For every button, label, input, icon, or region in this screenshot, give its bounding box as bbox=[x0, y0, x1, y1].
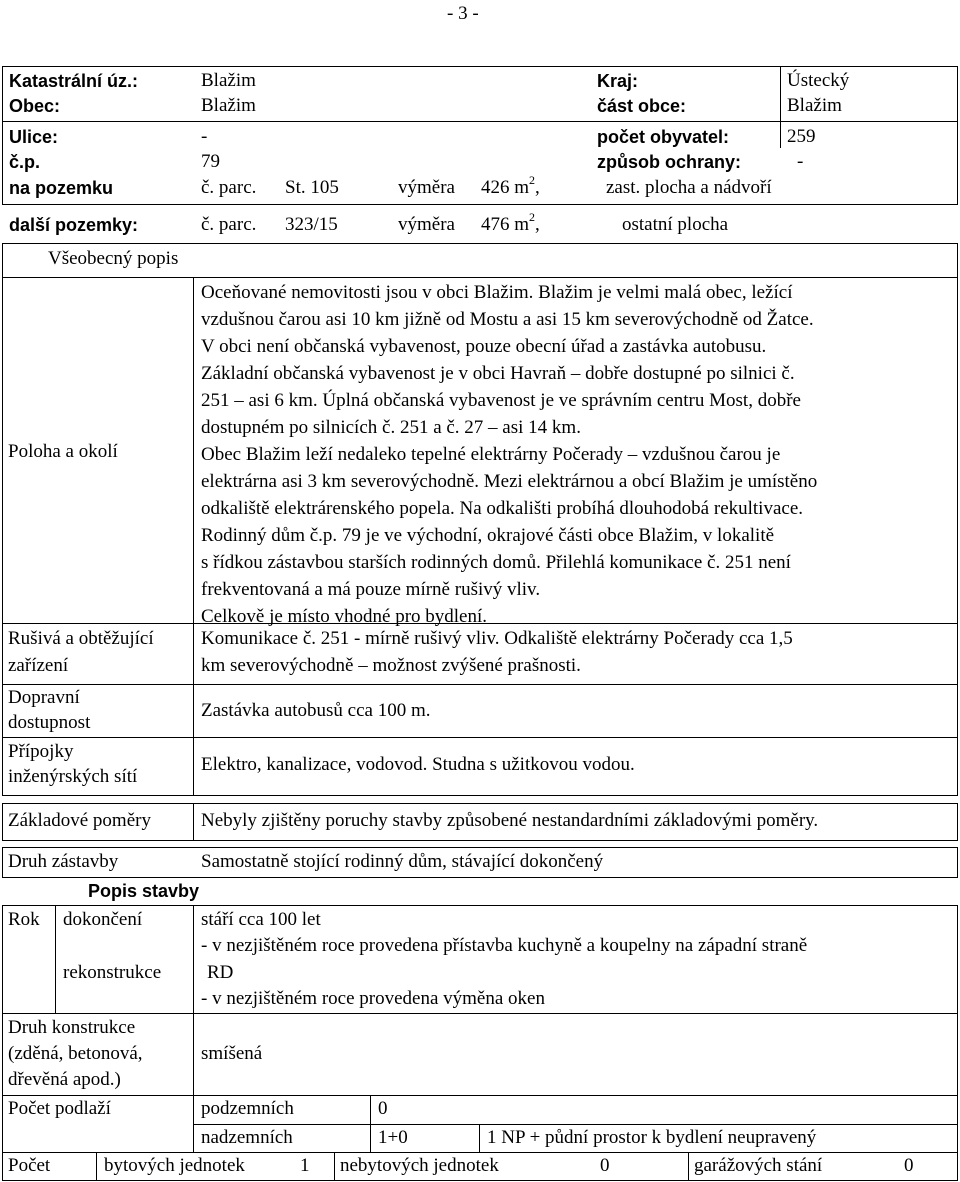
header-mid-border bbox=[2, 121, 958, 122]
konstrukce-label-3: dřevěná apod.) bbox=[8, 1069, 121, 1090]
zakladove-label: Základové poměry bbox=[8, 810, 151, 831]
druh-zastavby-top-border bbox=[2, 847, 958, 848]
rok-label: Rok bbox=[8, 909, 40, 930]
cast-obce-value: Blažim bbox=[787, 95, 842, 116]
poloha-line: V obci není občanská vybavenost, pouze obecní úřad a zastávka autobusu. bbox=[201, 336, 767, 357]
vymera-1-label: výměra bbox=[398, 177, 455, 198]
obec-label: Obec: bbox=[9, 96, 61, 116]
vseobecny-col-divider bbox=[193, 277, 194, 795]
rok-col-divider bbox=[55, 905, 56, 1013]
na-pozemku-label: na pozemku bbox=[9, 178, 114, 198]
dopravni-label-2: dostupnost bbox=[8, 712, 91, 733]
vseobecny-right-border bbox=[957, 243, 958, 795]
poloha-text bbox=[201, 282, 951, 633]
zakladove-col-divider bbox=[193, 803, 194, 840]
pocet-label: Počet bbox=[8, 1155, 51, 1176]
poloha-line: odkaliště elektrárenského popela. Na odkališti probíhá dlouhodobá rekultivace. bbox=[201, 498, 804, 519]
pripojky-label-1: Přípojky bbox=[8, 741, 74, 762]
podlazi-col-divider-1 bbox=[370, 1095, 371, 1152]
vymera-1-value: 426 $m^2$, bbox=[481, 173, 540, 198]
druh-pozemku-1: zast. plocha a nádvoří bbox=[606, 177, 772, 198]
dopravni-bottom-border bbox=[2, 737, 958, 738]
podzemnich-value: 0 bbox=[378, 1098, 388, 1119]
dokonceni-label: dokončení bbox=[63, 909, 143, 930]
rusiva-line-2: km severovýchodně – možnost zvýšené prašnosti. bbox=[201, 655, 581, 676]
vseobecny-left-border bbox=[2, 243, 3, 795]
header-bottom-border bbox=[2, 204, 958, 205]
zakladove-left-border bbox=[2, 803, 3, 840]
poloha-line: dostupném po silnicích č. 251 a č. 27 – asi 14 km. bbox=[201, 417, 581, 438]
zakladove-value: Nebyly zjištěny poruchy stavby způsobené nestandardními základovými poměry. bbox=[201, 810, 819, 831]
nebytovych-value: 0 bbox=[600, 1155, 610, 1176]
dokonceni-value: stáří cca 100 let bbox=[201, 909, 321, 930]
ulice-label: Ulice: bbox=[9, 127, 59, 147]
obec-value: Blažim bbox=[201, 95, 256, 116]
kraj-value: Ústecký bbox=[787, 70, 850, 91]
bytovych-value: 1 bbox=[300, 1155, 310, 1176]
konstrukce-bottom-border bbox=[2, 1095, 958, 1096]
rekonstrukce-label: rekonstrukce bbox=[63, 962, 162, 983]
rusiva-label-2: zařízení bbox=[8, 655, 69, 676]
rusiva-line-1: Komunikace č. 251 - mírně rušivý vliv. Odkaliště elektrárny Počerady cca 1,5 bbox=[201, 628, 793, 649]
druh-zastavby-value: Samostatně stojící rodinný dům, stávající dokončený bbox=[201, 851, 604, 872]
podlazi-poznamka: 1 NP + půdní prostor k bydlení neupravený bbox=[487, 1127, 817, 1148]
rekonstrukce-line-1: - v nezjištěném roce provedena přístavba kuchyně a koupelny na západní straně bbox=[201, 935, 808, 956]
druh-zastavby-left-border bbox=[2, 847, 3, 877]
vseobecny-popis-heading: Všeobecný popis bbox=[48, 248, 179, 269]
vseobecny-top-border bbox=[2, 243, 958, 244]
poloha-line: Celkově je místo vhodné pro bydlení. bbox=[201, 606, 488, 627]
parc-2-number: 323/15 bbox=[285, 214, 338, 235]
poloha-line: Rodinný dům č.p. 79 je ve východní, okrajové části obce Blažim, v lokalitě bbox=[201, 525, 775, 546]
header-top-border bbox=[2, 66, 958, 67]
poloha-line: Oceňované nemovitosti jsou v obci Blažim. Blažim je velmi malá obec, ležící bbox=[201, 282, 793, 303]
vymera-2-value: 476 $m^2$, bbox=[481, 210, 540, 235]
poloha-line: Obec Blažim leží nedaleko tepelné elektrárny Počerady – vzdušnou čarou je bbox=[201, 444, 781, 465]
parc-1-number: St. 105 bbox=[285, 177, 339, 198]
pocet-col-divider-1 bbox=[96, 1152, 97, 1180]
pocet-obyvatel-label: počet obyvatel: bbox=[597, 127, 730, 147]
druh-zastavby-right-border bbox=[957, 847, 958, 877]
rekonstrukce-line-3: - v nezjištěném roce provedena výměna oken bbox=[201, 988, 545, 1009]
druh-zastavby-bottom-border bbox=[2, 877, 958, 878]
pripojky-value: Elektro, kanalizace, vodovod. Studna s užitkovou vodou. bbox=[201, 754, 635, 775]
popis-left-border bbox=[2, 905, 3, 1180]
pocet-obyvatel-value: 259 bbox=[787, 126, 816, 147]
podzemnich-label: podzemních bbox=[201, 1098, 294, 1119]
poloha-line: elektrárna asi 3 km severovýchodně. Mezi elektrárnou a obcí Blažim je umístěno bbox=[201, 471, 818, 492]
rusiva-bottom-border bbox=[2, 684, 958, 685]
poloha-line: frekventovaná a má pouze mírně rušivý vliv. bbox=[201, 579, 541, 600]
ulice-value: - bbox=[201, 126, 208, 147]
popis-stavby-top-border bbox=[2, 905, 958, 906]
pocet-col-divider-2 bbox=[334, 1152, 335, 1180]
cast-obce-label: část obce: bbox=[597, 96, 687, 116]
katastralni-label: Katastrální úz.: bbox=[9, 71, 139, 91]
header-left-border bbox=[2, 66, 3, 204]
poloha-line: Základní občanská vybavenost je v obci Havraň – dobře dostupné po silnici č. bbox=[201, 363, 795, 384]
parc-1-label: č. parc. bbox=[201, 177, 257, 198]
cp-value: 79 bbox=[201, 151, 220, 172]
nadzemnich-value: 1+0 bbox=[378, 1127, 408, 1148]
podlazi-col-divider-2 bbox=[479, 1124, 480, 1152]
nadzemnich-label: nadzemních bbox=[201, 1127, 293, 1148]
konstrukce-value: smíšená bbox=[201, 1043, 263, 1064]
druh-zastavby-label: Druh zástavby bbox=[8, 851, 119, 872]
popis-stavby-heading: Popis stavby bbox=[88, 881, 200, 901]
garazovych-label: garážových stání bbox=[694, 1155, 823, 1176]
cp-label: č.p. bbox=[9, 152, 41, 172]
pripojky-label-2: inženýrských sítí bbox=[8, 766, 138, 787]
katastralni-value: Blažim bbox=[201, 70, 256, 91]
popis-right-border bbox=[957, 905, 958, 1180]
zpusob-ochrany-value: - bbox=[797, 151, 804, 172]
page-number: - 3 - bbox=[447, 3, 479, 24]
vymera-2-label: výměra bbox=[398, 214, 455, 235]
vseobecny-sub-border bbox=[2, 277, 958, 278]
dalsi-pozemky-label: další pozemky: bbox=[9, 215, 139, 235]
rok-bottom-border bbox=[2, 1013, 958, 1014]
poloha-line: 251 – asi 6 km. Úplná občanská vybavenost je ve správním centru Most, dobře bbox=[201, 390, 801, 411]
poloha-label: Poloha a okolí bbox=[8, 441, 118, 462]
rekonstrukce-line-2: RD bbox=[207, 962, 234, 983]
nebytovych-label: nebytových jednotek bbox=[340, 1155, 499, 1176]
kraj-label: Kraj: bbox=[597, 71, 639, 91]
rusiva-label-1: Rušivá a obtěžující bbox=[8, 628, 154, 649]
header-right-border bbox=[957, 66, 958, 204]
pocet-col-divider-3 bbox=[688, 1152, 689, 1180]
pripojky-bottom-border bbox=[2, 795, 958, 796]
table-bottom-border bbox=[2, 1180, 958, 1181]
podlazi-bottom-border bbox=[2, 1152, 958, 1153]
konstrukce-label-2: (zděná, betonová, bbox=[8, 1043, 143, 1064]
header-col-divider bbox=[780, 66, 781, 148]
podlazi-label: Počet podlaží bbox=[8, 1098, 111, 1119]
popis-col-divider bbox=[193, 905, 194, 1152]
dopravni-value: Zastávka autobusů cca 100 m. bbox=[201, 700, 431, 721]
poloha-line: s řídkou zástavbou starších rodinných domů. Přilehlá komunikace č. 251 není bbox=[201, 552, 791, 573]
konstrukce-label-1: Druh konstrukce bbox=[8, 1017, 136, 1038]
zakladove-top-border bbox=[2, 803, 958, 804]
zakladove-right-border bbox=[957, 803, 958, 840]
poloha-line: vzdušnou čarou asi 10 km jižně od Mostu a asi 15 km severovýchodně od Žatce. bbox=[201, 309, 814, 330]
zpusob-ochrany-label: způsob ochrany: bbox=[597, 152, 742, 172]
dopravni-label-1: Dopravní bbox=[8, 687, 80, 708]
parc-2-label: č. parc. bbox=[201, 214, 257, 235]
bytovych-label: bytových jednotek bbox=[104, 1155, 245, 1176]
podlazi-mid-border bbox=[193, 1124, 958, 1125]
zakladove-bottom-border bbox=[2, 840, 958, 841]
garazovych-value: 0 bbox=[904, 1155, 914, 1176]
druh-pozemku-2: ostatní plocha bbox=[622, 214, 729, 235]
